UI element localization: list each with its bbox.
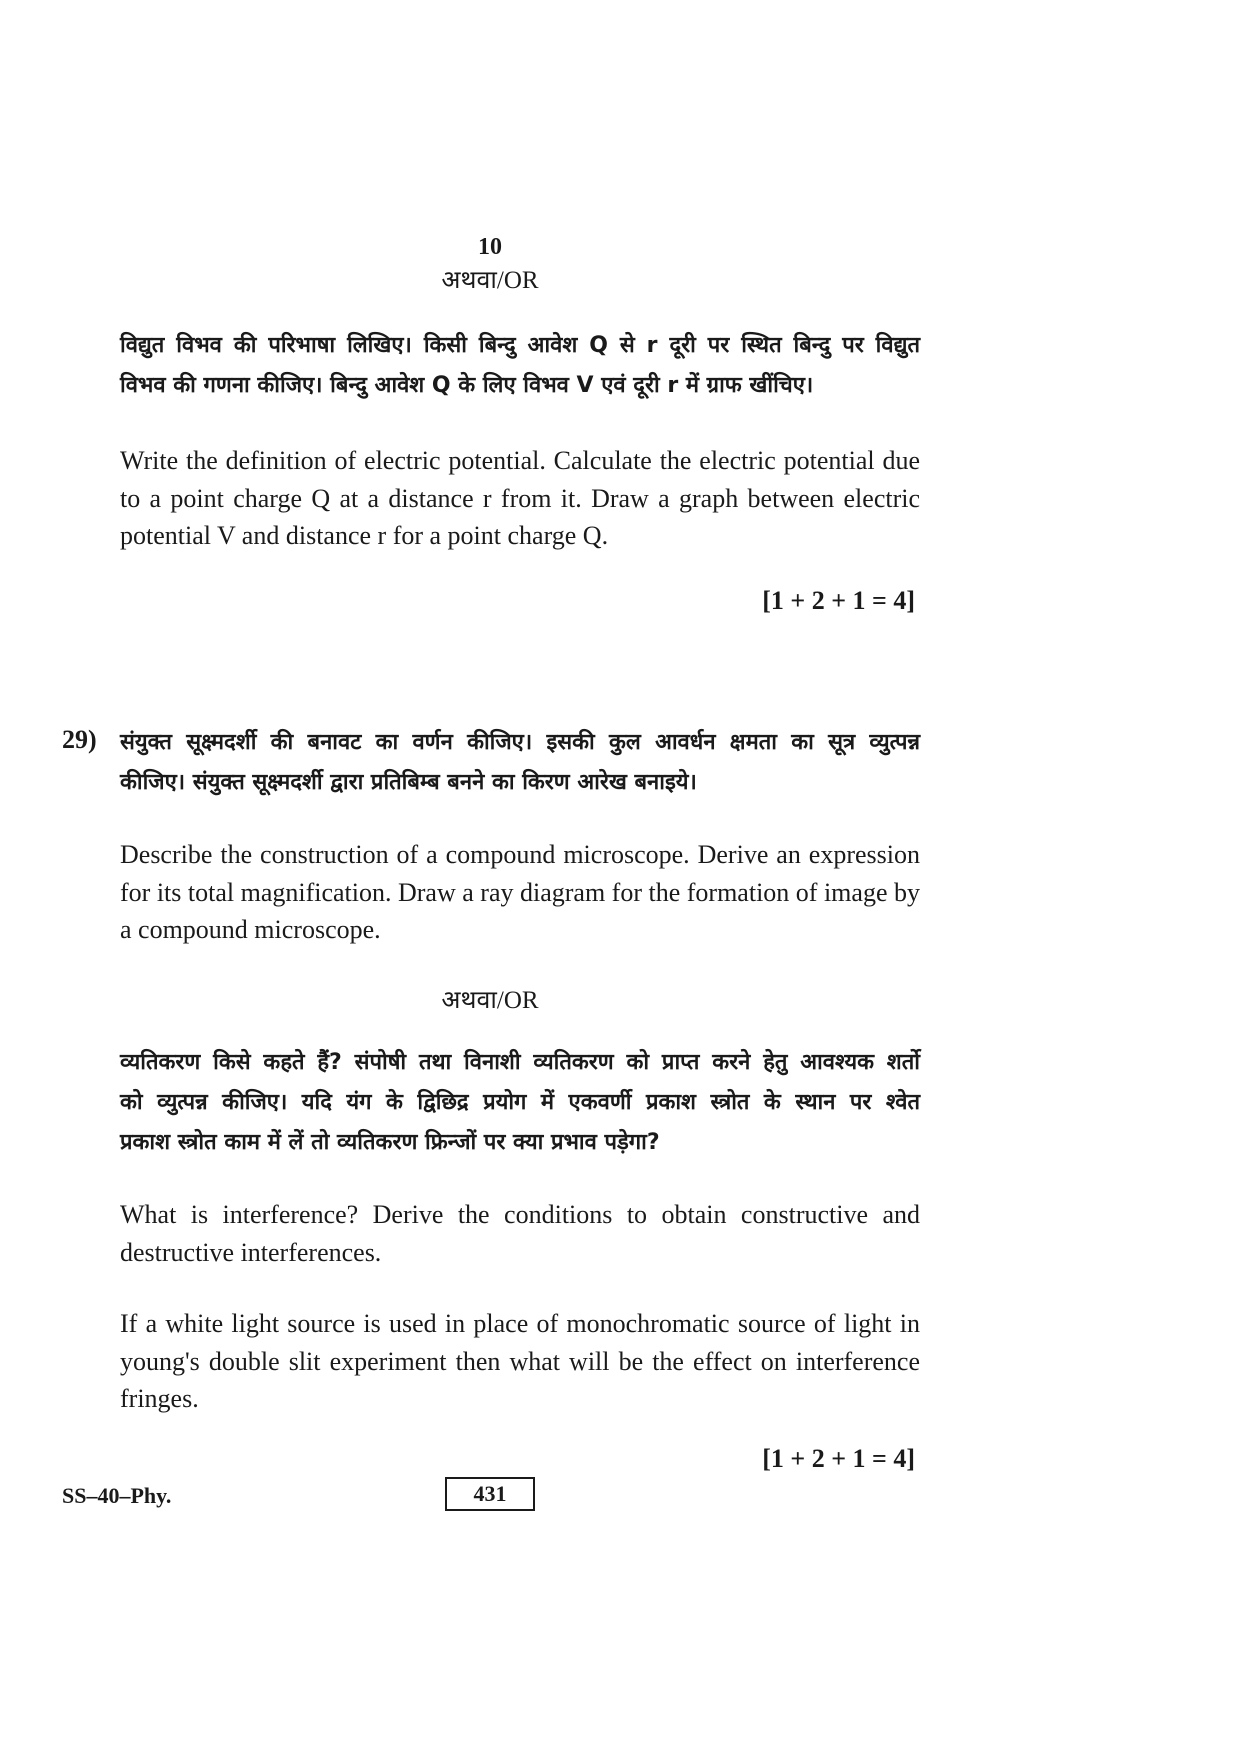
- english-question-text: If a white light source is used in place of monochromatic source of light in young's double slit experiment then what will be the effect on interference fringes.: [120, 1309, 920, 1413]
- marks-allocation: [1 + 2 + 1 = 4]: [762, 586, 915, 615]
- hindi-line: विभव की गणना कीजिए। बिन्दु आवेश Q के लिए विभव V एवं दूरी r में ग्राफ खींचिए।: [120, 373, 814, 398]
- hindi-question-text: [120, 1083, 920, 1123]
- marks-allocation: [1 + 2 + 1 = 4]: [762, 1444, 915, 1473]
- hindi-line: प्रकाश स्त्रोत काम में लें तो व्यतिकरण फ्रिन्जों पर क्या प्रभाव पड़ेगा?: [120, 1130, 660, 1155]
- english-question-text: Write the definition of electric potential. Calculate the electric potential due to a point charge Q at a distance r from it. Draw a graph between electric potential V and distance r for a point charge Q.: [120, 446, 920, 550]
- page-id-box: 431: [445, 1477, 535, 1511]
- hindi-line: संयुक्त सूक्ष्मदर्शी की बनावट का वर्णन कीजिए। इसकी कुल आवर्धन क्षमता का सूत्र व्युत्पन्न: [120, 730, 920, 755]
- question-number: 29): [62, 725, 97, 754]
- paper-code: SS–40–Phy.: [62, 1483, 172, 1508]
- hindi-line: विद्युत विभव की परिभाषा लिखिए। किसी बिन्दु आवेश Q से r दूरी पर स्थित बिन्दु पर विद्युत: [120, 333, 920, 358]
- hindi-question-text: [120, 1043, 920, 1083]
- hindi-line: व्यतिकरण किसे कहते हैं? संपोषी तथा विनाशी व्यतिकरण को प्राप्त करने हेतु आवश्यक शर्तो: [120, 1050, 920, 1075]
- hindi-question-text: [120, 366, 920, 406]
- hindi-line: को व्युत्पन्न कीजिए। यदि यंग के द्विछिद्र प्रयोग में एकवर्णी प्रकाश स्त्रोत के स्थान पर श्वेत: [120, 1090, 920, 1115]
- english-question-text: What is interference? Derive the conditions to obtain constructive and destructive interferences.: [120, 1200, 920, 1267]
- or-heading: अथवा/OR: [441, 267, 539, 294]
- hindi-question-text: [120, 723, 920, 763]
- english-question-text: Describe the construction of a compound microscope. Derive an expression for its total magnification. Draw a ray diagram for the formation of image by a compound microscope.: [120, 840, 920, 944]
- hindi-question-text: [120, 1123, 920, 1163]
- hindi-line: कीजिए। संयुक्त सूक्ष्मदर्शी द्वारा प्रतिबिम्ब बनने का किरण आरेख बनाइये।: [120, 770, 697, 795]
- or-heading: अथवा/OR: [441, 987, 539, 1014]
- hindi-question-text: [120, 326, 920, 366]
- hindi-question-text: [120, 763, 920, 803]
- page-number: 10: [478, 234, 502, 260]
